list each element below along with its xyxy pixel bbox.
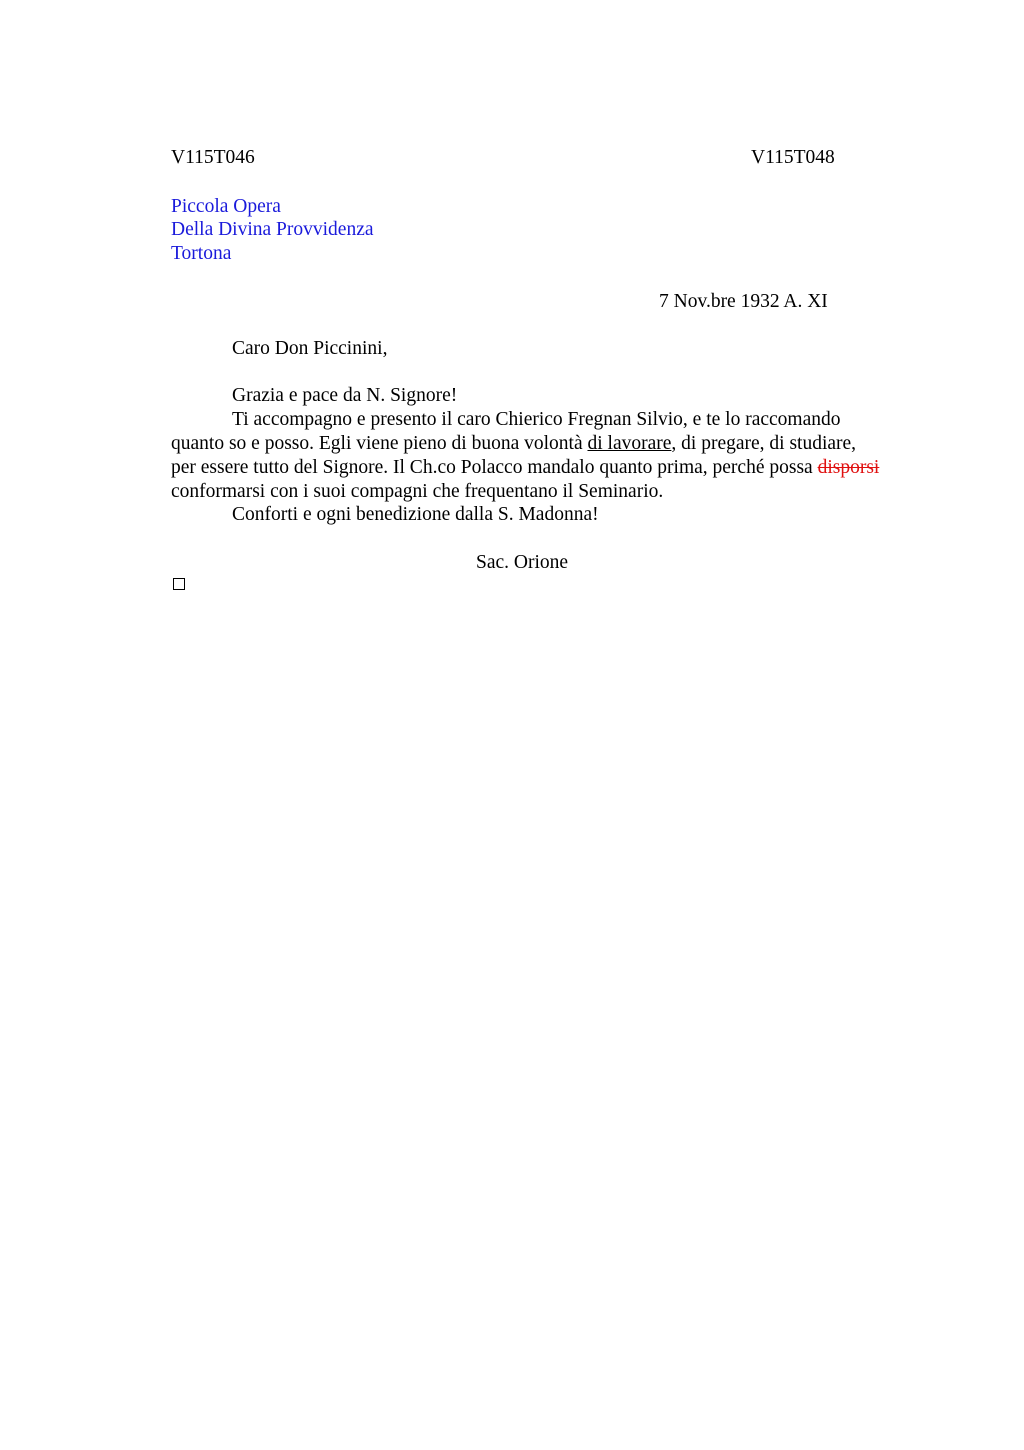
underlined-phrase: di lavorare	[587, 433, 672, 454]
body-line-1: Ti accompagno e presento il caro Chierico Fregnan Silvio, e te lo raccomando	[232, 409, 841, 430]
body-line-3	[171, 456, 879, 480]
salutation: Caro Don Piccinini,	[232, 338, 388, 359]
header-left-code: V115T046	[171, 147, 255, 168]
letter-date: 7 Nov.bre 1932 A. XI	[659, 291, 828, 312]
signature: Sac. Orione	[476, 552, 569, 573]
body-line-3-start: per essere tutto del Signore. Il Ch.co Polacco mandalo quanto prima, perché possa	[171, 457, 818, 478]
letterhead-line-3: Tortona	[171, 243, 232, 264]
header-right-code: V115T048	[751, 147, 835, 168]
body-line-2	[171, 432, 856, 456]
body-line-2-end: , di pregare, di studiare,	[671, 433, 857, 454]
struck-word: disporsi	[817, 457, 880, 478]
closing-line: Conforti e ogni benedizione dalla S. Madonna!	[232, 504, 599, 525]
letterhead-line-2: Della Divina Provvidenza	[171, 219, 374, 240]
greeting-line: Grazia e pace da N. Signore!	[232, 385, 458, 406]
body-line-2-start: quanto so e posso. Egli viene pieno di buona volontà	[171, 433, 588, 454]
square-box-icon	[173, 578, 185, 590]
body-line-4: conformarsi con i suoi compagni che frequentano il Seminario.	[171, 481, 664, 502]
letterhead-line-1: Piccola Opera	[171, 196, 281, 217]
